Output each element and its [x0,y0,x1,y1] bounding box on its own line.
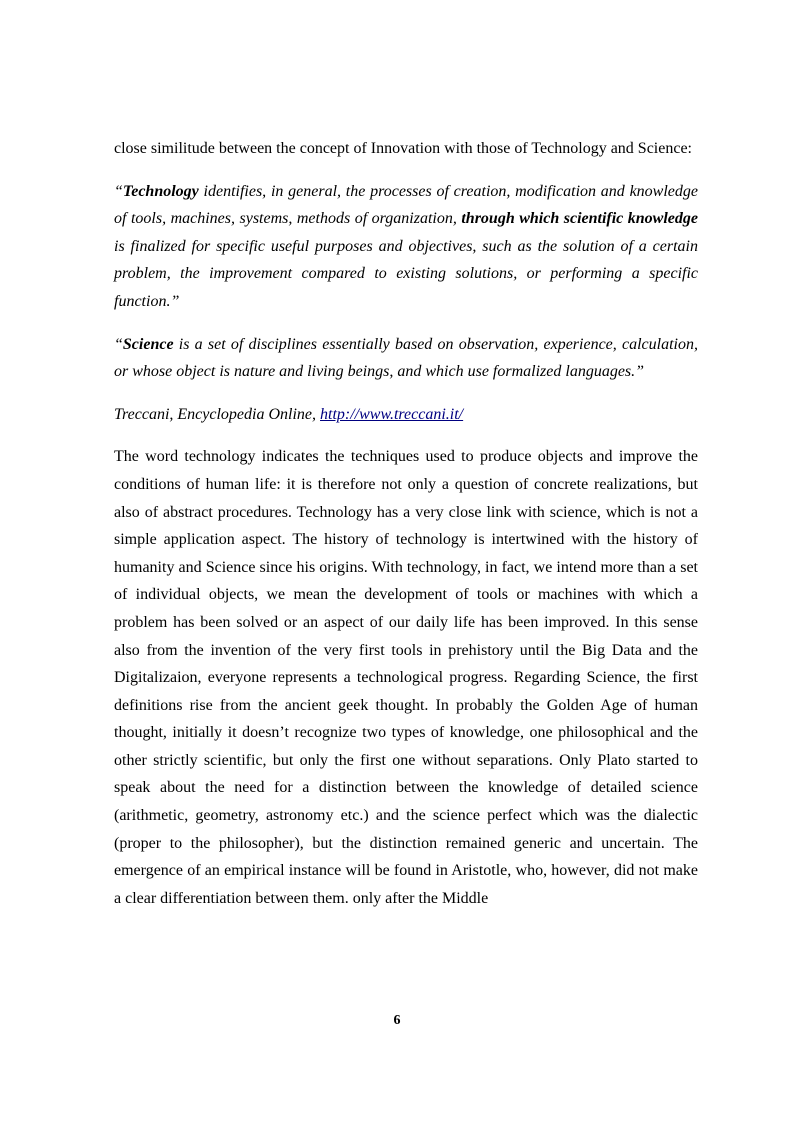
technology-bold-phrase: through which scientific knowledge [461,210,699,228]
treccani-link[interactable]: http://www.treccani.it/ [320,405,464,423]
science-definition-quote [114,331,698,386]
science-term: Science [122,335,174,353]
citation-source: Treccani, Encyclopedia Online, [114,405,321,423]
quote-open-mark: “ [114,335,123,353]
technology-quote-part-2: is finalized for specific useful purposes and objectives, such as the solution of a certain problem, the improvement compared to existing solutions, or performing a specific function.” [114,237,698,310]
body-paragraph: The word technology indicates the techniques used to produce objects and improve the conditions of human life: it is therefore not only a question of concrete realizations, but also of abstract procedures. Technology has a very close link with science, which is not a simple application aspect. The history of technology is intertwined with the history of humanity and Science since his origins. With technology, in fact, we intend more than a set of individual objects, we mean the development of tools or machines with which a problem has been solved or an aspect of our daily life has been improved. In this sense also from the invention of the very first tools in prehistory until the Big Data and the Digitalizaion, everyone represents a technological progress. Regarding Science, the first definitions rise from the ancient geek thought. In probably the Golden Age of human thought, initially it doesn’t recognize two types of knowledge, one philosophical and the other strictly scientific, but only the first one without separations. Only Plato started to speak about the need for a distinction between the knowledge of detailed science (arithmetic, geometry, astronomy etc.) and the science perfect which was the dialectic (proper to the philosopher), but the distinction remained generic and uncertain. The emergence of an empirical instance will be found in Aristotle, who, however, did not make a clear differentiation between them. only after the Middle [114,448,698,907]
citation [114,401,698,429]
technology-definition-quote [114,178,698,316]
quote-open-mark: “ [114,182,123,200]
technology-term: Technology [122,182,199,200]
science-quote-rest: is a set of disciplines essentially based on observation, experience, calculation, or whose object is nature and living beings, and which use formalized languages.” [114,335,698,381]
technology-quote-part-1: identifies, in general, the processes of creation, modification and knowledge of tools, machines, systems, methods of organization, [114,182,698,228]
page-content [114,135,698,927]
page-number: 6 [393,1013,401,1028]
intro-paragraph: close similitude between the concept of Innovation with those of Technology and Science: [114,140,692,157]
